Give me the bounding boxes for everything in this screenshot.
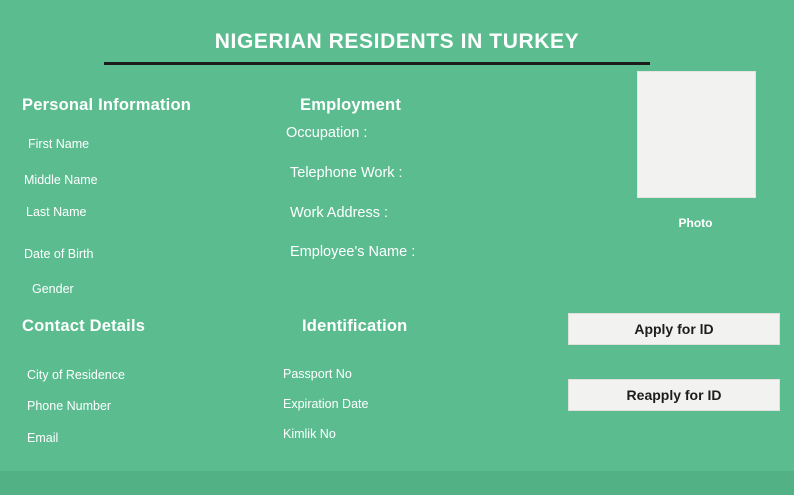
reapply-for-id-button[interactable]: Reapply for ID [568, 379, 780, 411]
label-kimlik-no: Kimlik No [283, 427, 336, 441]
title-divider [104, 62, 650, 65]
label-middle-name: Middle Name [24, 173, 98, 187]
page-title: NIGERIAN RESIDENTS IN TURKEY [214, 30, 580, 53]
label-employee-name: Employee's Name : [290, 244, 416, 260]
label-phone-number: Phone Number [27, 399, 112, 413]
label-work-address: Work Address : [290, 205, 389, 221]
label-first-name: First Name [28, 137, 90, 151]
label-city-of-residence: City of Residence [27, 368, 125, 382]
label-last-name: Last Name [26, 205, 87, 219]
apply-for-id-button[interactable]: Apply for lD [568, 313, 780, 345]
label-telephone-work: Telephone Work : [290, 165, 403, 181]
bottom-strip [0, 471, 794, 495]
section-heading-employment: Employment [300, 96, 402, 114]
section-heading-personal-information: Personal Information [22, 96, 192, 114]
label-expiration-date: Expiration Date [283, 397, 369, 411]
photo-caption: Photo [678, 216, 713, 230]
label-passport-no: Passport No [283, 367, 352, 381]
photo-placeholder[interactable] [637, 71, 756, 198]
label-occupation: Occupation : [286, 125, 368, 141]
label-email: Email [27, 431, 59, 445]
section-heading-identification: Identification [302, 317, 408, 335]
label-date-of-birth: Date of Birth [24, 247, 94, 261]
label-gender: Gender [32, 282, 74, 296]
page-title-container [0, 30, 794, 61]
section-heading-contact-details: Contact Details [22, 317, 146, 335]
